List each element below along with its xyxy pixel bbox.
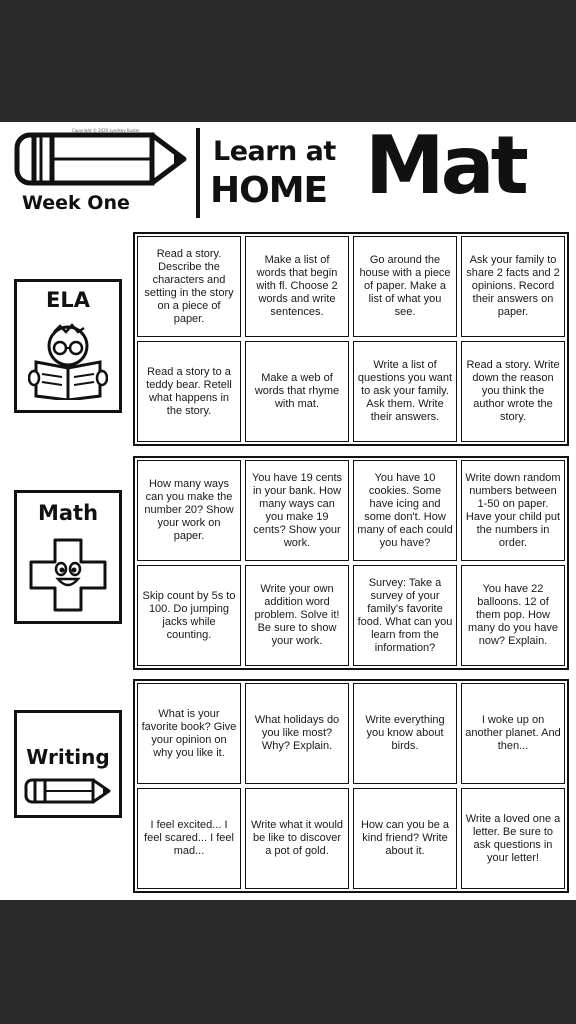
ela-activity-cell: Ask your family to share 2 facts and 2 opinions. Record their answers on paper. [461, 236, 565, 337]
writing-activity-cell: I feel excited... I feel scared... I feel mad... [137, 788, 241, 889]
ela-activity-grid [133, 232, 569, 446]
writing-activity-cell: Write what it would be like to discover a pot of gold. [245, 788, 349, 889]
math-activity-cell: How many ways can you make the number 20? Show your work on paper. [137, 460, 241, 561]
writing-activity-cell: I woke up on another planet. And then... [461, 683, 565, 784]
math-activity-cell: Survey: Take a survey of your family's favorite food. What can you learn from the information? [353, 565, 457, 666]
title-home: HOME [210, 170, 328, 211]
ela-activity-cell: Read a story. Describe the characters and setting in the story on a piece of paper. [137, 236, 241, 337]
writing-activity-cell: What is your favorite book? Give your opinion on why you like it. [137, 683, 241, 784]
math-activity-cell: Skip count by 5s to 100. Do jumping jacks while counting. [137, 565, 241, 666]
ela-activity-cell: Go around the house with a piece of paper. Make a list of what you see. [353, 236, 457, 337]
title-mat: Mat [365, 119, 525, 212]
pencil-icon [14, 130, 192, 188]
math-activity-cell: You have 22 balloons. 12 of them pop. How many do you have now? Explain. [461, 565, 565, 666]
learning-mat-sheet [0, 119, 576, 900]
math-activity-cell: Write your own addition word problem. Solve it! Be sure to show your work. [245, 565, 349, 666]
ela-activity-cell: Make a web of words that rhyme with mat. [245, 341, 349, 442]
copyright-text: Copyright © 2020 Lyndsey Kuster [72, 128, 140, 133]
ela-activity-cell: Write a list of questions you want to ask your family. Ask them. Write their answers. [353, 341, 457, 442]
math-activity-cell: You have 19 cents in your bank. How many ways can you make 19 cents? Show your work. [245, 460, 349, 561]
math-activity-grid [133, 456, 569, 670]
writing-activity-cell: How can you be a kind friend? Write about it. [353, 788, 457, 889]
math-label: Math [37, 501, 99, 525]
ela-activity-cell: Make a list of words that begin with fl. Choose 2 words and write sentences. [245, 236, 349, 337]
writing-section-badge [14, 710, 122, 818]
ela-label: ELA [46, 288, 90, 312]
writing-activity-grid [133, 679, 569, 893]
math-activity-cell: You have 10 cookies. Some have icing and some don't. How many of each could you have? [353, 460, 457, 561]
writing-label: Writing [26, 745, 110, 769]
ela-activity-cell: Read a story. Write down the reason you think the author wrote the story. [461, 341, 565, 442]
writing-activity-cell: Write everything you know about birds. [353, 683, 457, 784]
title-divider [196, 128, 200, 218]
writing-activity-cell: What holidays do you like most? Why? Explain. [245, 683, 349, 784]
week-label: Week One [22, 192, 130, 214]
title-learn-at: Learn at [213, 136, 336, 167]
plus-sign-face-icon [28, 537, 108, 613]
math-activity-cell: Write down random numbers between 1-50 on paper. Have your child put the numbers in order. [461, 460, 565, 561]
small-pencil-icon [23, 777, 113, 805]
reading-child-icon [28, 322, 108, 400]
writing-activity-cell: Write a loved one a letter. Be sure to ask questions in your letter! [461, 788, 565, 889]
ela-section-badge [14, 279, 122, 413]
math-section-badge [14, 490, 122, 624]
ela-activity-cell: Read a story to a teddy bear. Retell what happens in the story. [137, 341, 241, 442]
